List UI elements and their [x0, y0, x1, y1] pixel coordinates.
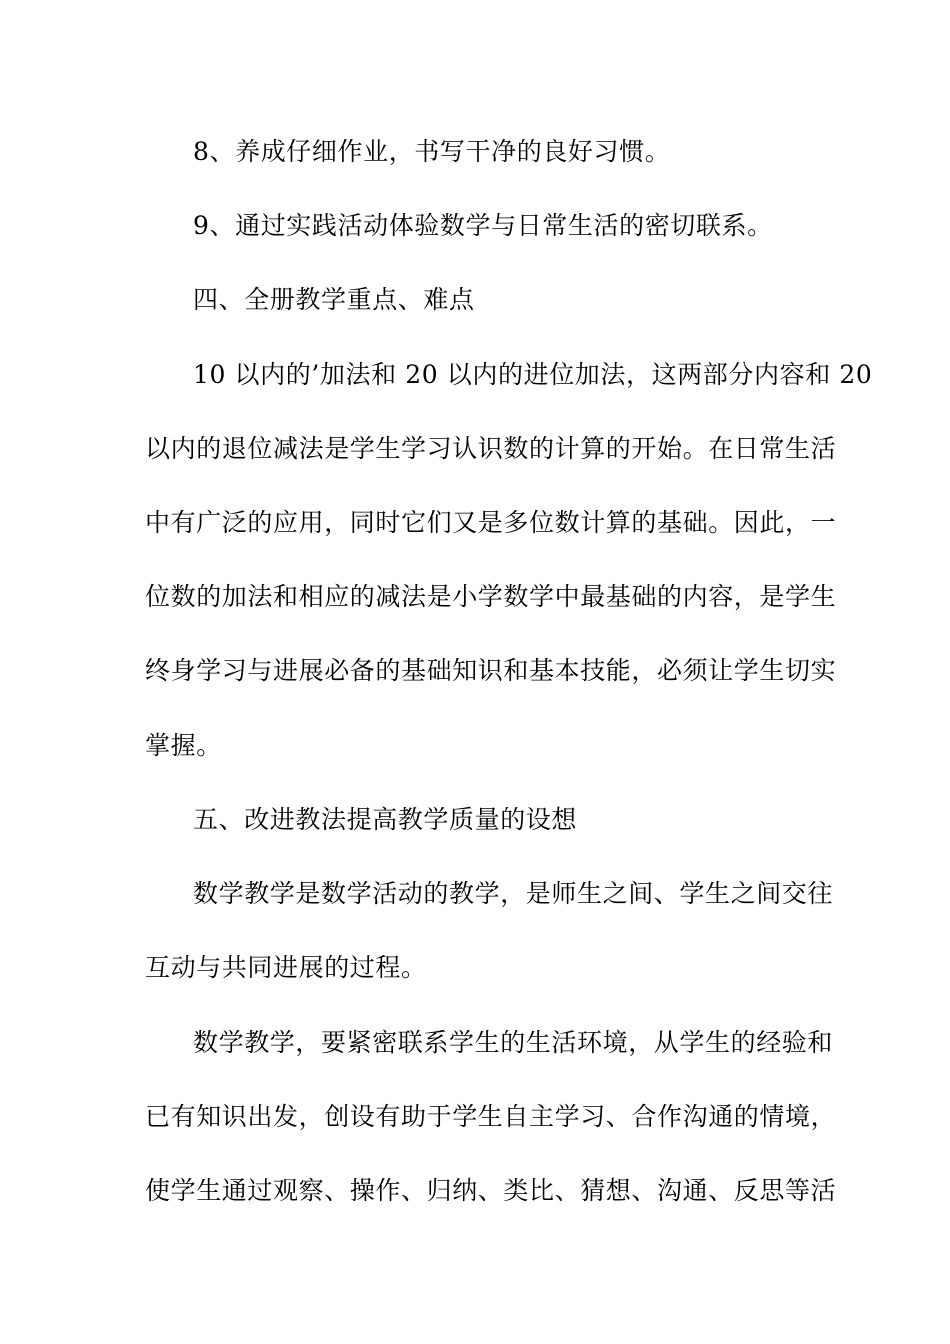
paragraph-line: 中有广泛的应用，同时它们又是多位数计算的基础。因此，一	[145, 508, 837, 537]
section-heading-5: 五、改进教法提高教学质量的设想	[193, 805, 578, 834]
section-heading-4: 四、全册教学重点、难点	[193, 285, 475, 314]
paragraph-line: 已有知识出发，创设有助于学生自主学习、合作沟通的情境，	[145, 1102, 837, 1131]
paragraph-line: 掌握。	[145, 731, 222, 760]
paragraph-line: 使学生通过观察、操作、归纳、类比、猜想、沟通、反思等活	[145, 1176, 837, 1205]
paragraph-line: 以内的退位减法是学生学习认识数的计算的开始。在日常生活	[145, 434, 837, 463]
paragraph-line: 互动与共同进展的过程。	[145, 953, 427, 982]
paragraph-line: 数学教学，要紧密联系学生的生活环境，从学生的经验和	[193, 1028, 834, 1057]
paragraph-line: 10 以内的’加法和 20 以内的进位加法，这两部分内容和 20	[193, 360, 873, 389]
list-item-9: 9、通过实践活动体验数学与日常生活的密切联系。	[193, 211, 773, 240]
paragraph-line: 终身学习与进展必备的基础知识和基本技能，必须让学生切实	[145, 656, 837, 685]
paragraph-line: 数学教学是数学活动的教学，是师生之间、学生之间交往	[193, 879, 834, 908]
paragraph-line: 位数的加法和相应的减法是小学数学中最基础的内容，是学生	[145, 582, 837, 611]
list-item-8: 8、养成仔细作业，书写干净的良好习惯。	[193, 137, 671, 166]
